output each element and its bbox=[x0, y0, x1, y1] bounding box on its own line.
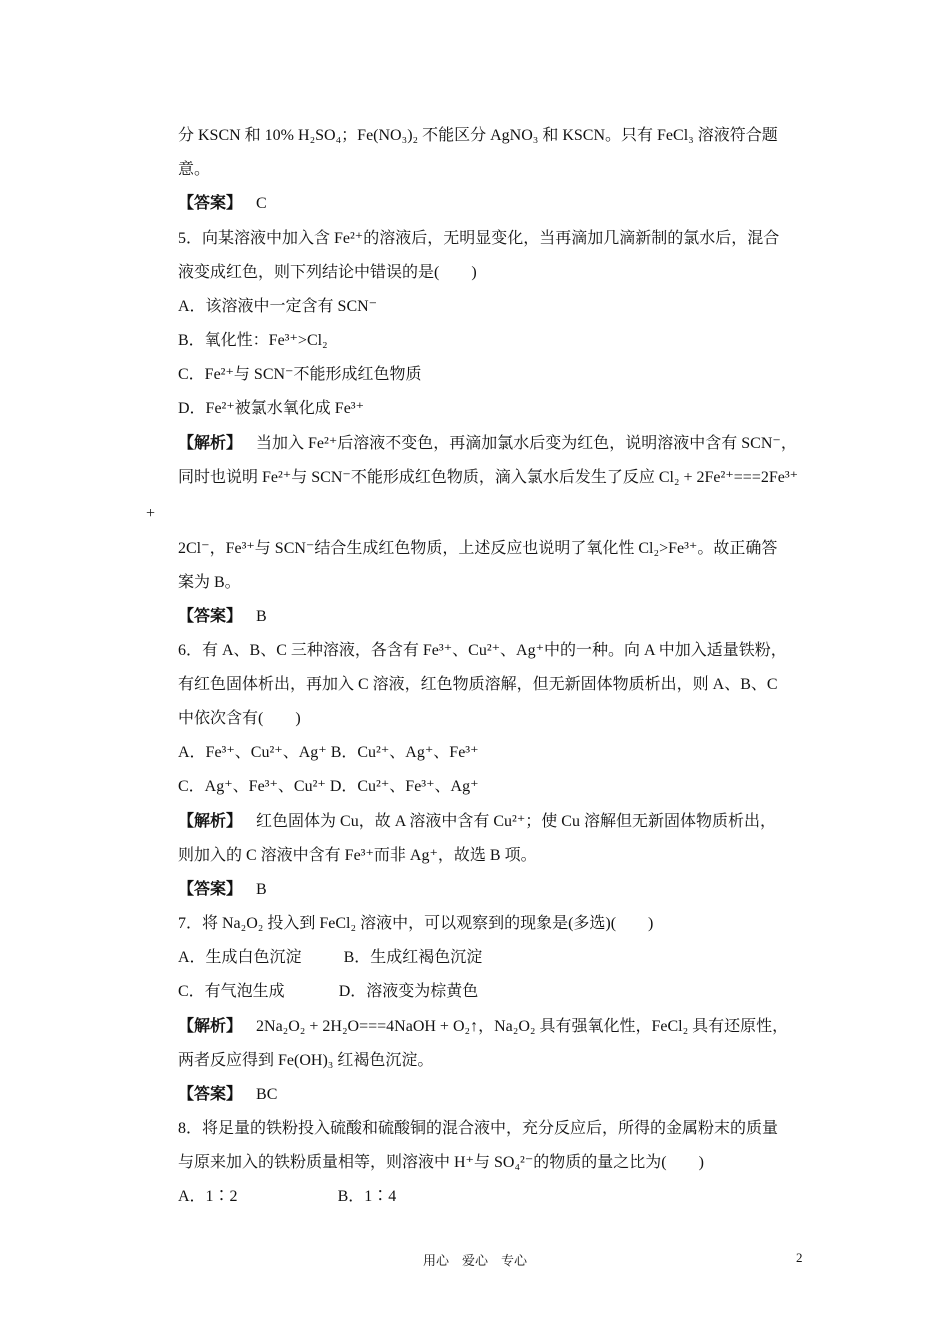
option-a: A．生成白色沉淀 bbox=[178, 949, 302, 966]
analysis-line: 两者反应得到 Fe(OH)₃ 红褐色沉淀。 bbox=[178, 1052, 434, 1069]
question-line: 8．将足量的铁粉投入硫酸和硫酸铜的混合液中，充分反应后，所得的金属粉末的质量 bbox=[178, 1120, 779, 1137]
analysis-label: 【解析】 bbox=[178, 813, 243, 830]
answer-label: 【答案】 bbox=[178, 195, 243, 212]
options-ab: A．Fe³⁺、Cu²⁺、Ag⁺ B．Cu²⁺、Ag⁺、Fe³⁺ bbox=[178, 744, 479, 761]
analysis-line: 则加入的 C 溶液中含有 Fe³⁺而非 Ag⁺，故选 B 项。 bbox=[178, 847, 537, 864]
analysis-row bbox=[178, 433, 797, 455]
question-line: 中依次含有( ) bbox=[178, 710, 301, 727]
analysis-label: 【解析】 bbox=[178, 435, 243, 452]
option-c: C．Fe²⁺与 SCN⁻不能形成红色物质 bbox=[178, 366, 422, 383]
footer-text: 用心 爱心 专心 bbox=[422, 1253, 527, 1268]
options-ab bbox=[178, 947, 482, 969]
page-number: 2 bbox=[796, 1250, 803, 1265]
analysis-text: 当加入 Fe²⁺后溶液不变色，再滴加氯水后变为红色，说明溶液中含有 SCN⁻， bbox=[256, 435, 797, 452]
answer-value: B bbox=[256, 881, 267, 898]
question-line: 与原来加入的铁粉质量相等，则溶液中 H⁺与 SO₄²⁻的物质的量之比为( ) bbox=[178, 1154, 704, 1171]
question-line: 6．有 A、B、C 三种溶液，各含有 Fe³⁺、Cu²⁺、Ag⁺中的一种。向 A 中加入适量铁粉， bbox=[178, 642, 787, 659]
option-d: D．Fe²⁺被氯水氧化成 Fe³⁺ bbox=[178, 400, 365, 417]
analysis-plus: + bbox=[146, 505, 156, 522]
answer-row bbox=[178, 193, 267, 215]
options-ab bbox=[178, 1186, 396, 1208]
option-b: B．氧化性：Fe³⁺>Cl₂ bbox=[178, 332, 328, 349]
option-a: A．该溶液中一定含有 SCN⁻ bbox=[178, 298, 378, 315]
answer-row bbox=[178, 879, 267, 901]
analysis-line: 2Cl⁻，Fe³⁺与 SCN⁻结合生成红色物质，上述反应也说明了氧化性 Cl₂>Fe³⁺。故正确答 bbox=[178, 540, 778, 557]
question-line: 液变成红色，则下列结论中错误的是( ) bbox=[178, 264, 477, 281]
option-a: A．1∶2 bbox=[178, 1188, 238, 1205]
answer-row bbox=[178, 606, 267, 628]
option-c: C．有气泡生成 bbox=[178, 983, 285, 1000]
text-line: 意。 bbox=[178, 161, 211, 178]
answer-label: 【答案】 bbox=[178, 608, 243, 625]
analysis-line: 同时也说明 Fe²⁺与 SCN⁻不能形成红色物质，滴入氯水后发生了反应 Cl₂ + 2Fe²⁺===2Fe³⁺ bbox=[178, 469, 799, 486]
analysis-label: 【解析】 bbox=[178, 1018, 243, 1035]
question-line: 5．向某溶液中加入含 Fe²⁺的溶液后，无明显变化，当再滴加几滴新制的氯水后，混合 bbox=[178, 230, 780, 247]
options-cd: C．Ag⁺、Fe³⁺、Cu²⁺ D．Cu²⁺、Fe³⁺、Ag⁺ bbox=[178, 778, 479, 795]
answer-value: C bbox=[256, 195, 267, 212]
answer-label: 【答案】 bbox=[178, 1086, 243, 1103]
answer-value: B bbox=[256, 608, 267, 625]
analysis-line: 案为 B。 bbox=[178, 574, 241, 591]
question-line: 有红色固体析出，再加入 C 溶液，红色物质溶解，但无新固体物质析出，则 A、B、C bbox=[178, 676, 778, 693]
option-b: B．1∶4 bbox=[337, 1188, 397, 1205]
answer-value: BC bbox=[256, 1086, 278, 1103]
question-line: 7．将 Na₂O₂ 投入到 FeCl₂ 溶液中，可以观察到的现象是(多选)( ) bbox=[178, 915, 654, 932]
text-line: 分 KSCN 和 10% H₂SO₄；Fe(NO₃)₂ 不能区分 AgNO₃ 和 KSCN。只有 FeCl₃ 溶液符合题 bbox=[178, 127, 778, 144]
option-b: B．生成红褐色沉淀 bbox=[343, 949, 483, 966]
analysis-text: 2Na₂O₂ + 2H₂O===4NaOH + O₂↑，Na₂O₂ 具有强氧化性，FeCl₂ 具有还原性， bbox=[256, 1018, 789, 1035]
analysis-text: 红色固体为 Cu，故 A 溶液中含有 Cu²⁺；使 Cu 溶解但无新固体物质析出， bbox=[256, 813, 776, 830]
answer-label: 【答案】 bbox=[178, 881, 243, 898]
answer-row bbox=[178, 1084, 277, 1106]
analysis-row bbox=[178, 811, 776, 833]
options-cd bbox=[178, 981, 478, 1003]
analysis-row bbox=[178, 1016, 788, 1038]
option-d: D．溶液变为棕黄色 bbox=[338, 983, 479, 1000]
